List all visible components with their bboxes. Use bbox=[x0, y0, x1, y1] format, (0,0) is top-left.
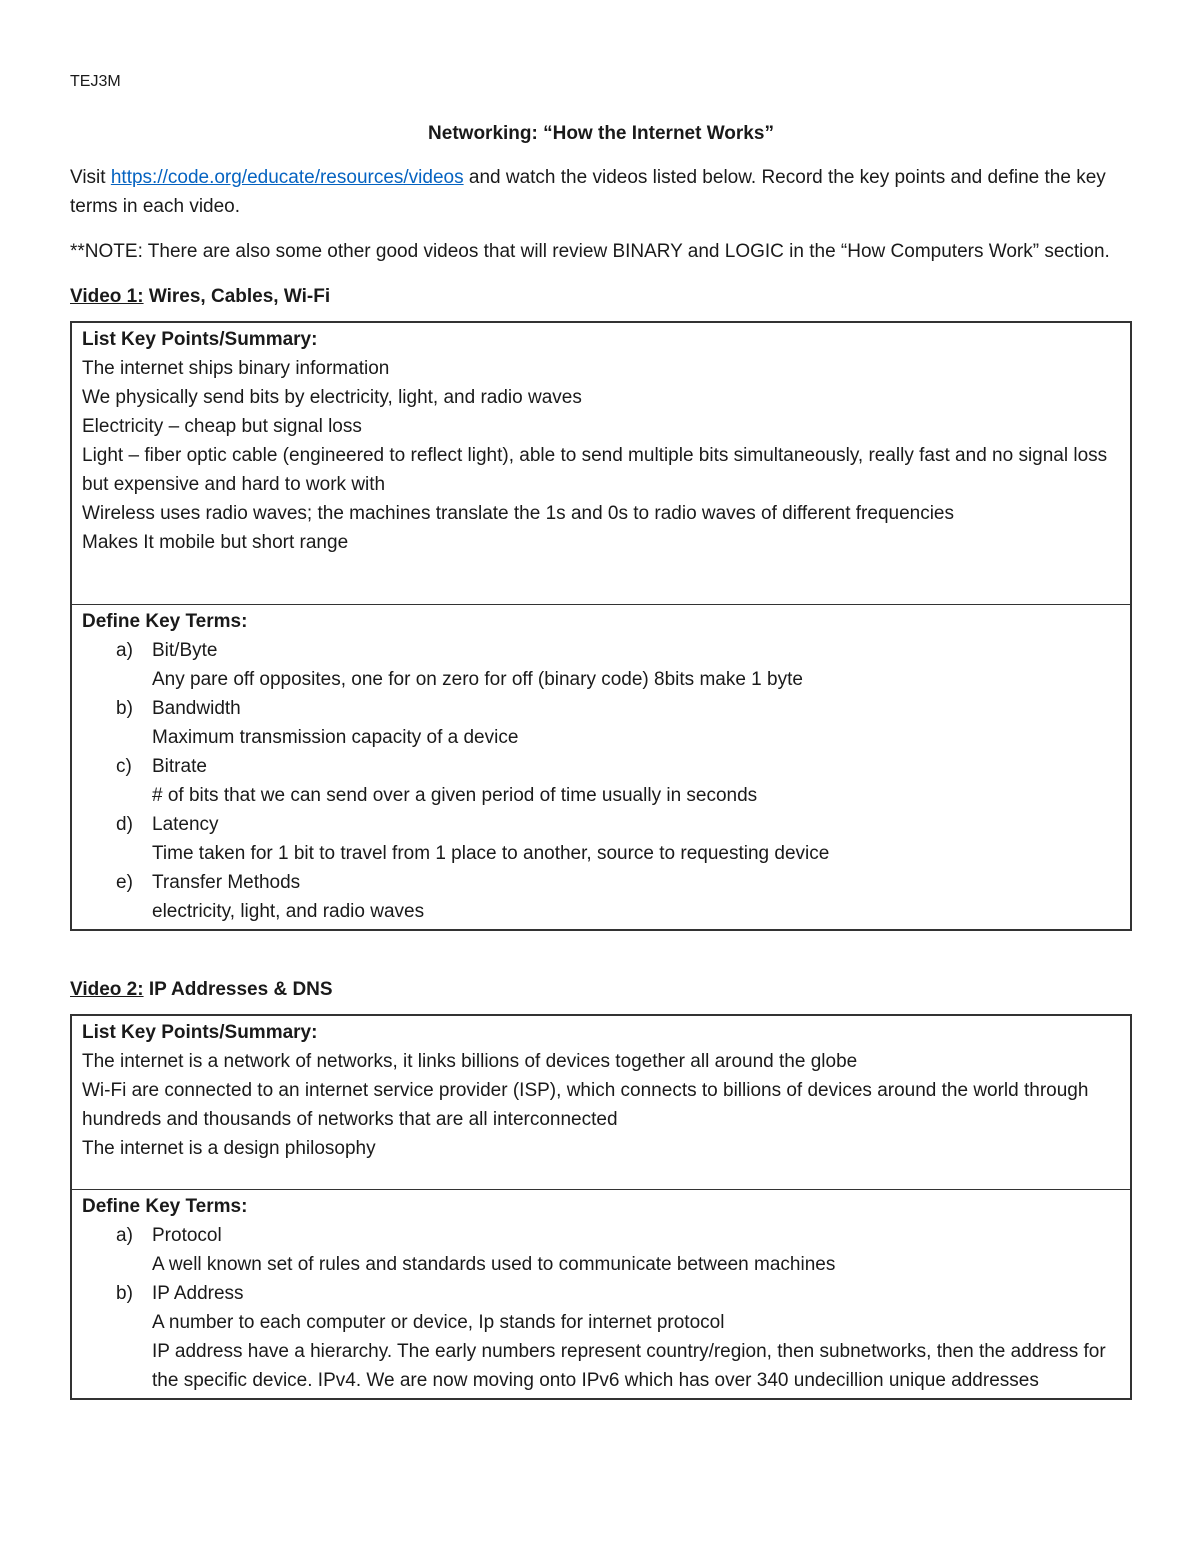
term-definition: IP address have a hierarchy. The early numbers represent country/region, then subnetworks, then the address for the specific device. IPv4. We are now moving onto IPv6 which has over 340 undecillion unique addresses bbox=[152, 1341, 1106, 1391]
video-2-terms-list bbox=[82, 1221, 1120, 1395]
summary-line: The internet ships binary information bbox=[82, 358, 390, 379]
term-item bbox=[82, 694, 1120, 752]
term-definition: A well known set of rules and standards used to communicate between machines bbox=[152, 1254, 836, 1275]
summary-line: The internet is a network of networks, it links billions of devices together all around the globe bbox=[82, 1051, 858, 1072]
video-2-title: IP Addresses & DNS bbox=[143, 979, 333, 1000]
page-title: Networking: “How the Internet Works” bbox=[428, 123, 774, 144]
intro-paragraph bbox=[70, 163, 1132, 221]
term-name: Transfer Methods bbox=[152, 872, 301, 893]
term-item bbox=[82, 810, 1120, 868]
term-definition: electricity, light, and radio waves bbox=[152, 901, 425, 922]
video-1-heading bbox=[70, 282, 1132, 311]
summary-line: Light – fiber optic cable (engineered to reflect light), able to send multiple bits simultaneously, really fast and no signal loss but expensive and hard to work with bbox=[82, 445, 1108, 495]
video-1-label: Video 1: bbox=[70, 286, 144, 307]
video-2-summary-cell bbox=[72, 1016, 1130, 1189]
summary-line: Wireless uses radio waves; the machines translate the 1s and 0s to radio waves of different frequencies bbox=[82, 503, 954, 524]
course-code: TEJ3M bbox=[70, 73, 121, 90]
term-name: Latency bbox=[152, 814, 219, 835]
term-name: Bandwidth bbox=[152, 698, 241, 719]
term-letter: b) bbox=[116, 698, 133, 719]
video-2-summary-heading: List Key Points/Summary: bbox=[82, 1022, 318, 1043]
summary-line: Wi-Fi are connected to an internet service provider (ISP), which connects to billions of devices around the world through hundreds and thousands of networks that are all interconnected bbox=[82, 1080, 1089, 1130]
term-definition: Any pare off opposites, one for on zero for off (binary code) 8bits make 1 byte bbox=[152, 669, 803, 690]
video-2-table bbox=[70, 1014, 1132, 1400]
video-1-terms-heading: Define Key Terms: bbox=[82, 611, 248, 632]
term-letter: d) bbox=[116, 814, 133, 835]
video-1-table bbox=[70, 321, 1132, 931]
document-page bbox=[70, 70, 1132, 1400]
term-name: IP Address bbox=[152, 1283, 244, 1304]
term-definition: A number to each computer or device, Ip stands for internet protocol bbox=[152, 1312, 725, 1333]
term-name: Bitrate bbox=[152, 756, 207, 777]
term-letter: a) bbox=[116, 1225, 133, 1246]
video-1-summary-heading: List Key Points/Summary: bbox=[82, 329, 318, 350]
term-letter: b) bbox=[116, 1283, 133, 1304]
video-1-title: Wires, Cables, Wi-Fi bbox=[143, 286, 331, 307]
term-letter: e) bbox=[116, 872, 133, 893]
term-item bbox=[82, 752, 1120, 810]
term-letter: a) bbox=[116, 640, 133, 661]
video-1-terms-cell bbox=[72, 604, 1130, 929]
summary-line: Makes It mobile but short range bbox=[82, 532, 349, 553]
intro-visit-prefix: Visit bbox=[70, 167, 111, 188]
code-org-videos-link[interactable]: https://code.org/educate/resources/videos bbox=[110, 167, 464, 188]
note-paragraph: **NOTE: There are also some other good videos that will review BINARY and LOGIC in the “How Computers Work” section. bbox=[70, 241, 1110, 262]
summary-line: The internet is a design philosophy bbox=[82, 1138, 376, 1159]
term-item bbox=[82, 868, 1120, 926]
video-2-label: Video 2: bbox=[70, 979, 144, 1000]
video-1-summary-cell bbox=[72, 323, 1130, 604]
term-item bbox=[82, 636, 1120, 694]
term-definition: Time taken for 1 bit to travel from 1 place to another, source to requesting device bbox=[152, 843, 830, 864]
video-2-terms-cell bbox=[72, 1189, 1130, 1398]
video-1-terms-list bbox=[82, 636, 1120, 926]
term-item bbox=[82, 1221, 1120, 1279]
term-letter: c) bbox=[116, 756, 132, 777]
video-2-heading bbox=[70, 975, 1132, 1004]
intro-visit-suffix: and watch the videos listed below. Record the key points and define the key terms in each video. bbox=[70, 167, 1106, 217]
summary-line: We physically send bits by electricity, light, and radio waves bbox=[82, 387, 582, 408]
video-2-terms-heading: Define Key Terms: bbox=[82, 1196, 248, 1217]
term-name: Protocol bbox=[152, 1225, 222, 1246]
term-definition: Maximum transmission capacity of a device bbox=[152, 727, 519, 748]
term-definition: # of bits that we can send over a given period of time usually in seconds bbox=[152, 785, 758, 806]
term-name: Bit/Byte bbox=[152, 640, 218, 661]
term-item bbox=[82, 1279, 1120, 1395]
summary-line: Electricity – cheap but signal loss bbox=[82, 416, 362, 437]
